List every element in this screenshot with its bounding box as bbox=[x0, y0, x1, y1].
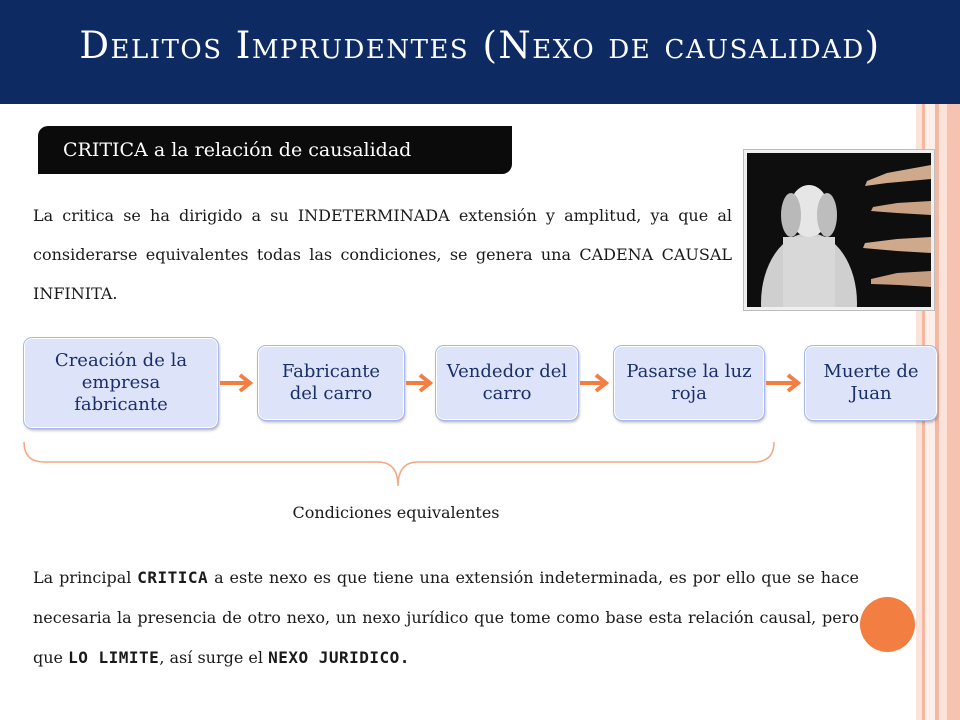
title-bar bbox=[0, 0, 960, 104]
arrow-icon-2 bbox=[406, 372, 436, 394]
arrow-icon-3 bbox=[580, 372, 612, 394]
emphasis-critica: CRITICA bbox=[137, 568, 209, 587]
critique-paragraph: La critica se ha dirigido a su INDETERMINADA extensión y amplitud, ya que al considerarse equivalentes todas las condiciones, se genera una CADENA CAUSAL INFINITA. bbox=[33, 206, 732, 303]
emphasis-nexo-juridico: NEXO JURIDICO. bbox=[268, 648, 410, 667]
page-title: Delitos Imprudentes (Nexo de causalidad) bbox=[79, 24, 881, 67]
pointing-hands-photo bbox=[744, 150, 934, 310]
chain-node-luz-roja: Pasarse la luz roja bbox=[614, 346, 764, 420]
section-subtitle: CRITICA a la relación de causalidad bbox=[38, 126, 512, 174]
chain-node-muerte: Muerte de Juan bbox=[805, 346, 937, 420]
chain-node-vendedor: Vendedor del carro bbox=[436, 346, 578, 420]
chain-node-creacion: Creación de la empresa fabricante bbox=[24, 338, 218, 428]
emphasis-lo-limite: LO LIMITE bbox=[68, 648, 160, 667]
brace-icon bbox=[22, 440, 776, 490]
brace-label: Condiciones equivalentes bbox=[292, 503, 500, 522]
chain-node-fabricante: Fabricante del carro bbox=[258, 346, 404, 420]
arrow-icon-1 bbox=[220, 372, 256, 394]
decorative-orange-circle bbox=[860, 597, 915, 652]
arrow-icon-4 bbox=[766, 372, 804, 394]
conclusion-paragraph: La principal CRITICA a este nexo es que tiene una extensión indeterminada, es por ello que se hace necesaria la presencia de otro nexo, un nexo jurídico que tome como base esta relación causal, pero que LO LIMITE, así surge el NEXO JURIDICO. bbox=[33, 568, 859, 667]
